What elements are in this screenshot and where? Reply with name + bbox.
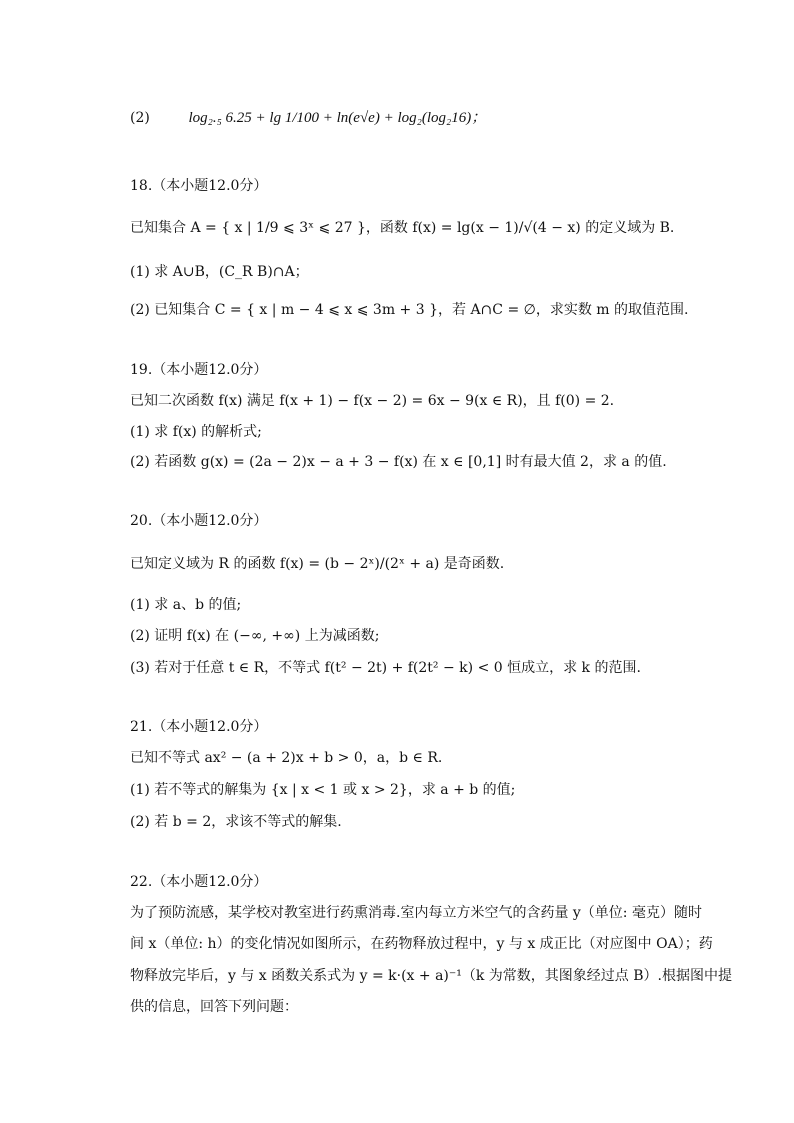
q22-header: 22.（本小题12.0分） <box>130 874 268 890</box>
q17-part2 <box>130 108 486 128</box>
q20-part2: (2) 证明 f(x) 在 (−∞, +∞) 上为减函数; <box>130 628 380 644</box>
q17-part2-expression: log₂.₅ 6.25 + lg 1/100 + ln(e√e) + log₂(log₂16)； <box>188 110 487 126</box>
q18-header: 18.（本小题12.0分） <box>130 178 268 194</box>
q19-header: 19.（本小题12.0分） <box>130 362 268 378</box>
q20-stem: 已知定义域为 R 的函数 f(x) = (b − 2ˣ)/(2ˣ + a) 是奇函数. <box>130 556 505 572</box>
q22-line3: 物释放完毕后，y 与 x 函数关系式为 y = k·(x + a)⁻¹（k 为常数，其图象经过点 B）.根据图中提 <box>130 968 732 984</box>
q19-stem: 已知二次函数 f(x) 满足 f(x + 1) − f(x − 2) = 6x − 9(x ∈ R)，且 f(0) = 2. <box>130 393 615 409</box>
q22-line1: 为了预防流感，某学校对教室进行药熏消毒.室内每立方米空气的含药量 y（单位: 毫克）随时 <box>130 905 702 921</box>
q20-part3: (3) 若对于任意 t ∈ R，不等式 f(t² − 2t) + f(2t² − k) < 0 恒成立，求 k 的范围. <box>130 660 641 676</box>
q20-header: 20.（本小题12.0分） <box>130 513 268 529</box>
q22-line2: 间 x（单位: h）的变化情况如图所示，在药物释放过程中，y 与 x 成正比（对应图中 OA）；药 <box>130 936 713 952</box>
q21-stem: 已知不等式 ax² − (a + 2)x + b > 0，a，b ∈ R. <box>130 750 443 766</box>
q19-part1: (1) 求 f(x) 的解析式; <box>130 424 262 440</box>
q18-part1: (1) 求 A∪B，(C_R B)∩A； <box>130 264 309 280</box>
q18-stem: 已知集合 A = { x | 1/9 ⩽ 3ˣ ⩽ 27 }，函数 f(x) = lg(x − 1)/√(4 − x) 的定义域为 B. <box>130 220 675 236</box>
q22-line4: 供的信息，回答下列问题： <box>130 999 298 1015</box>
q21-part2: (2) 若 b = 2，求该不等式的解集. <box>130 814 342 830</box>
q21-part1: (1) 若不等式的解集为 {x | x < 1 或 x > 2}，求 a + b 的值; <box>130 782 516 798</box>
q20-part1: (1) 求 a、b 的值; <box>130 597 242 613</box>
q19-part2: (2) 若函数 g(x) = (2a − 2)x − a + 3 − f(x) 在 x ∈ [0,1] 时有最大值 2，求 a 的值. <box>130 454 667 470</box>
q18-part2: (2) 已知集合 C = { x | m − 4 ⩽ x ⩽ 3m + 3 }，若 A∩C = ∅，求实数 m 的取值范围. <box>130 302 689 318</box>
q17-part2-label: (2) <box>130 110 150 126</box>
q21-header: 21.（本小题12.0分） <box>130 719 268 735</box>
